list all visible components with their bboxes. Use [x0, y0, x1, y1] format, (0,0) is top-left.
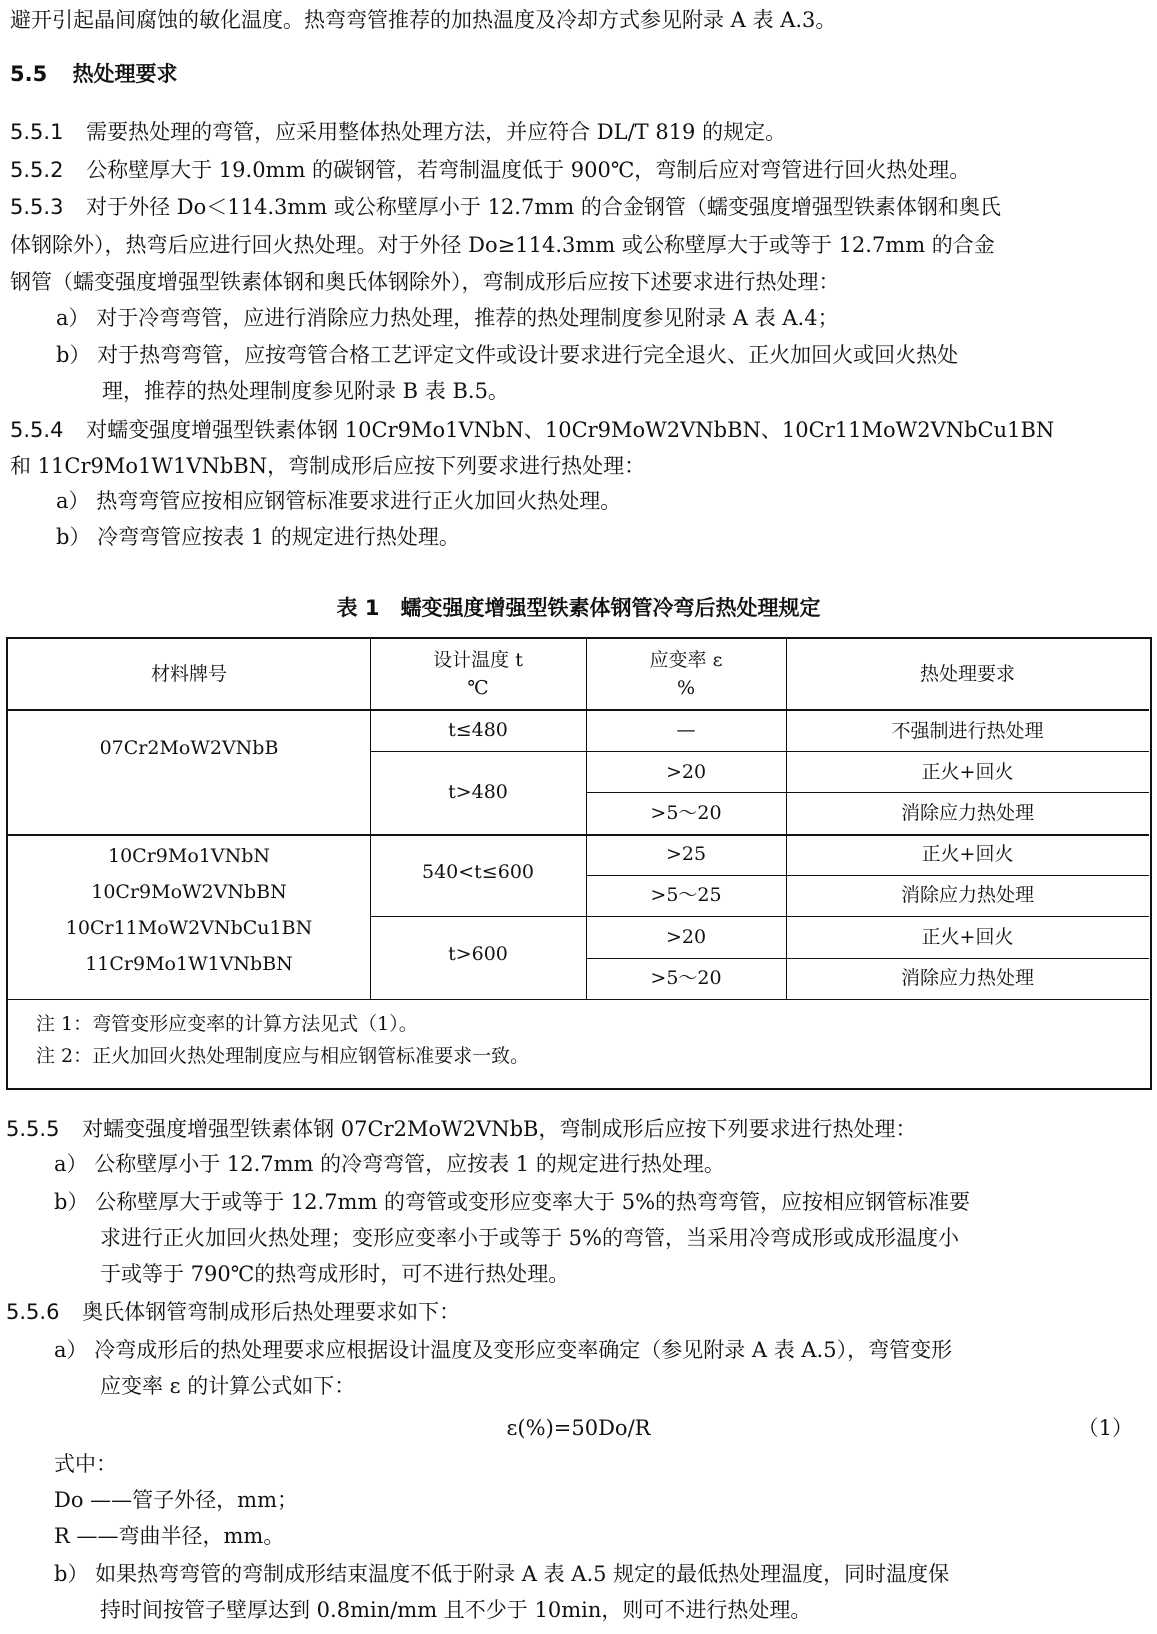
clause-text: 对于外径 Do＜114.3mm 或公称壁厚小于 12.7mm 的合金钢管（蠕变强度增强型铁素体钢和奥氏: [86, 195, 1001, 219]
clause-number: 5.5.2: [10, 158, 64, 182]
heat-treatment-req: 消除应力热处理: [900, 967, 1034, 989]
clause-number: 5.5.1: [10, 120, 64, 144]
clause-text: 公称壁厚大于 19.0mm 的碳钢管，若弯制温度低于 900℃，弯制后应对弯管进行回火热处理。: [86, 158, 971, 182]
formula: ε(%)=50Do/R: [506, 1416, 651, 1440]
header-strain: 应变率 ε: [649, 649, 723, 671]
strain-rate: —: [676, 719, 696, 741]
list-item-continued: 求进行正火加回火热处理；变形应变率小于或等于 5%的弯管，当采用冷弯成形或成形温度小: [100, 1226, 959, 1250]
clause-text: 对蠕变强度增强型铁素体钢 07Cr2MoW2VNbB，弯制成形后应按下列要求进行热处理：: [82, 1117, 917, 1141]
header-requirement: 热处理要求: [919, 663, 1015, 685]
table-note: 注 2：正火加回火热处理制度应与相应钢管标准要求一致。: [36, 1045, 530, 1067]
strain-rate: >20: [665, 761, 707, 783]
strain-rate: >5～25: [650, 884, 722, 906]
heat-treatment-table: [6, 637, 1152, 1090]
heat-treatment-req: 不强制进行热处理: [891, 720, 1044, 742]
table-rule: [586, 958, 1149, 959]
list-item: b） 公称壁厚大于或等于 12.7mm 的弯管或变形应变率大于 5%的热弯弯管，应按相应钢管标准要: [54, 1190, 971, 1214]
material-grade: 07Cr2MoW2VNbB: [99, 737, 279, 759]
clause-text: 对蠕变强度增强型铁素体钢 10Cr9Mo1VNbN、10Cr9MoW2VNbBN、10Cr11MoW2VNbCu1BN: [86, 418, 1055, 442]
design-temp: 540<t≤600: [421, 861, 534, 883]
table-rule: [586, 875, 1149, 876]
clause-text: 需要热处理的弯管，应采用整体热处理方法，并应符合 DL/T 819 的规定。: [86, 120, 787, 144]
header-material: 材料牌号: [150, 663, 227, 685]
section-number: 5.5: [10, 62, 48, 86]
paragraph-line: 和 11Cr9Mo1W1VNbBN，弯制成形后应按下列要求进行热处理：: [10, 454, 646, 478]
heat-treatment-req: 消除应力热处理: [900, 802, 1034, 824]
clause-5-5-3: [10, 193, 1001, 221]
paragraph-line: 避开引起晶间腐蚀的敏化温度。热弯弯管推荐的加热温度及冷却方式参见附录 A 表 A.3。: [10, 8, 837, 32]
header-temp: 设计温度 t: [433, 649, 523, 671]
table-rule: [8, 834, 1149, 836]
clause-5-5-5: [6, 1115, 917, 1143]
clause-number: 5.5.5: [6, 1117, 60, 1141]
section-title: 热处理要求: [72, 62, 178, 86]
table-rule: [8, 709, 1149, 711]
material-grade: 10Cr9MoW2VNbBN: [91, 881, 287, 903]
strain-rate: >5～20: [650, 967, 722, 989]
table-note: 注 1：弯管变形应变率的计算方法见式（1）。: [36, 1013, 418, 1035]
design-temp: t>600: [448, 943, 508, 965]
table-rule: [370, 751, 1149, 752]
heat-treatment-req: 正火+回火: [921, 843, 1014, 865]
heat-treatment-req: 正火+回火: [921, 761, 1014, 783]
clause-number: 5.5.4: [10, 418, 64, 442]
section-heading: [10, 60, 178, 88]
list-item: a） 热弯弯管应按相应钢管标准要求进行正火加回火热处理。: [56, 489, 622, 513]
clause-5-5-4: [10, 416, 1054, 444]
clause-number: 5.5.3: [10, 195, 64, 219]
design-temp: t≤480: [448, 719, 508, 741]
clause-number: 5.5.6: [6, 1300, 60, 1324]
symbol-definition: R ——弯曲半径，mm。: [54, 1524, 285, 1548]
clause-5-5-2: [10, 156, 970, 184]
header-temp-unit: ℃: [467, 677, 489, 699]
material-grade: 11Cr9Mo1W1VNbBN: [85, 953, 293, 975]
table-rule: [370, 916, 1149, 917]
heat-treatment-req: 消除应力热处理: [900, 884, 1034, 906]
list-item-continued: 应变率 ε 的计算公式如下：: [100, 1374, 356, 1398]
clause-5-5-6: [6, 1298, 460, 1326]
strain-rate: >5～20: [650, 802, 722, 824]
list-item-continued: 理，推荐的热处理制度参见附录 B 表 B.5。: [102, 379, 509, 403]
list-item: a） 冷弯成形后的热处理要求应根据设计温度及变形应变率确定（参见附录 A 表 A.5），弯管变形: [54, 1338, 953, 1362]
paragraph-line: 体钢除外），热弯后应进行回火热处理。对于外径 Do≥114.3mm 或公称壁厚大于或等于 12.7mm 的合金: [10, 233, 995, 257]
strain-rate: >20: [665, 926, 707, 948]
material-grade: 10Cr11MoW2VNbCu1BN: [65, 917, 313, 939]
table-rule: [586, 792, 1149, 793]
heat-treatment-req: 正火+回火: [921, 926, 1014, 948]
list-item-continued: 持时间按管子壁厚达到 0.8min/mm 且不少于 10min，则可不进行热处理。: [100, 1598, 812, 1622]
symbol-definition: Do ——管子外径，mm；: [54, 1488, 298, 1512]
clause-text: 奥氏体钢管弯制成形后热处理要求如下：: [82, 1300, 461, 1324]
list-item: a） 对于冷弯弯管，应进行消除应力热处理，推荐的热处理制度参见附录 A 表 A.4；: [56, 306, 839, 330]
table-rule: [8, 999, 1149, 1000]
strain-rate: >25: [665, 843, 707, 865]
list-item-continued: 于或等于 790℃的热弯成形时，可不进行热处理。: [100, 1262, 570, 1286]
list-item: b） 对于热弯弯管，应按弯管合格工艺评定文件或设计要求进行完全退火、正火加回火或回火热处: [56, 343, 959, 367]
list-item: a） 公称壁厚小于 12.7mm 的冷弯弯管，应按表 1 的规定进行热处理。: [54, 1152, 725, 1176]
table-caption: 表 1 蠕变强度增强型铁素体钢管冷弯后热处理规定: [336, 596, 821, 620]
material-grade: 10Cr9Mo1VNbN: [107, 845, 270, 867]
where-label: 式中：: [54, 1452, 117, 1476]
list-item: b） 冷弯弯管应按表 1 的规定进行热处理。: [56, 525, 460, 549]
list-item: b） 如果热弯弯管的弯制成形结束温度不低于附录 A 表 A.5 规定的最低热处理温度，同时温度保: [54, 1562, 950, 1586]
clause-5-5-1: [10, 118, 786, 146]
formula-number: （1）: [1077, 1416, 1133, 1440]
design-temp: t>480: [448, 781, 508, 803]
paragraph-line: 钢管（蠕变强度增强型铁素体钢和奥氏体钢除外），弯制成形后应按下述要求进行热处理：: [10, 270, 840, 294]
header-strain-unit: %: [676, 677, 696, 699]
